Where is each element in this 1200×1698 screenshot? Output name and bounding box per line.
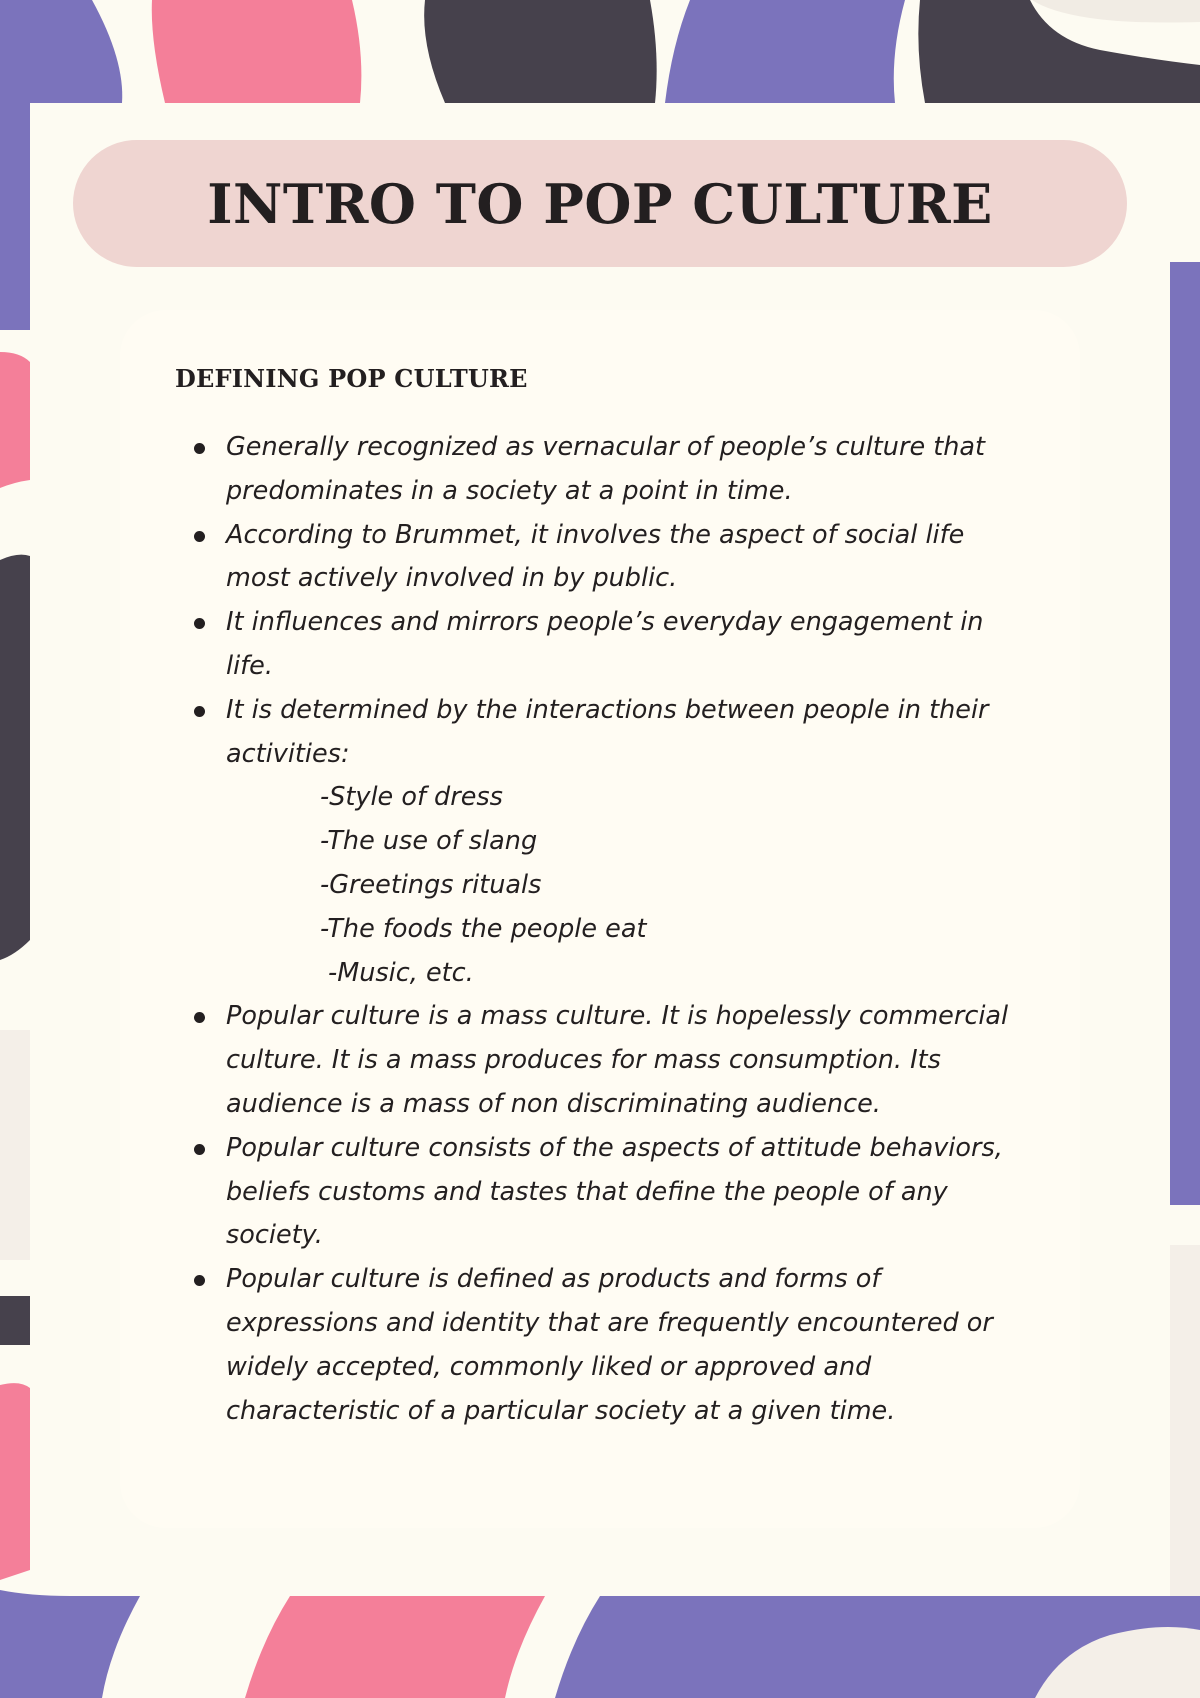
list-item-text: It is determined by the interactions between people in their activities: (226, 694, 989, 769)
activity-sublist-container (175, 776, 1035, 995)
list-item (175, 514, 1035, 602)
list-item-text: It influences and mirrors people’s everyday engagement in life. (226, 607, 984, 681)
list-item-text: Popular culture consists of the aspects of attitude behaviors, beliefs customs and tastes that define the people of any society. (226, 1132, 1003, 1251)
bullet-icon (194, 618, 205, 629)
top-right-cream-cutout (1032, 0, 1200, 23)
left-charcoal-blob (0, 555, 30, 960)
list-item (175, 995, 1035, 1126)
activity-item: -Greetings rituals (320, 869, 542, 900)
top-purple-blob (665, 0, 905, 103)
bottom-pink-blob (245, 1596, 545, 1698)
page-title: INTRO TO POP CULTURE (207, 171, 993, 236)
list-item (175, 689, 1035, 777)
bullet-icon (194, 443, 205, 454)
right-purple-blob (1170, 262, 1200, 1205)
left-small-charcoal-blob (0, 1296, 30, 1345)
right-cream-blob (1170, 1245, 1200, 1598)
left-purple-blob (0, 0, 30, 330)
top-charcoal-blob (424, 0, 657, 103)
activity-sublist (175, 776, 1035, 995)
list-item-text: Popular culture is a mass culture. It is hopelessly commercial culture. It is a mass produces for mass consumption. Its audience is a mass of non discriminating audience. (226, 1001, 1009, 1119)
activity-item: -The use of slang (320, 826, 538, 857)
list-item (175, 1258, 1035, 1433)
bullet-icon (194, 1144, 205, 1155)
bullet-icon (194, 531, 205, 542)
list-item-text: Popular culture is defined as products and forms of expressions and identity that are frequently encountered or widely accepted, commonly liked or approved and characteristic of a particular society at a given time. (226, 1264, 993, 1426)
bullet-icon (194, 1012, 205, 1023)
activity-item: -The foods the people eat (320, 913, 647, 944)
left-cream-blob (0, 1030, 30, 1260)
activity-item: -Style of dress (320, 782, 503, 813)
bullet-icon (194, 706, 205, 717)
definition-list (175, 426, 1035, 1433)
section-heading: DEFINING POP CULTURE (175, 364, 528, 393)
list-item (175, 1127, 1035, 1258)
activity-item: -Music, etc. (328, 957, 474, 988)
left-pink-blob (0, 352, 30, 488)
list-item-text: Generally recognized as vernacular of people’s culture that predominates in a society at a point in time. (226, 432, 986, 506)
list-item (175, 426, 1035, 514)
left-bottom-pink-blob (0, 1383, 30, 1580)
list-item (175, 601, 1035, 689)
bullet-icon (194, 1275, 205, 1286)
top-pink-blob (152, 0, 362, 103)
bottom-left-purple-blob (0, 1590, 140, 1698)
title-banner (73, 140, 1127, 267)
list-item-text: According to Brummet, it involves the aspect of social life most actively involved in by public. (226, 519, 965, 594)
